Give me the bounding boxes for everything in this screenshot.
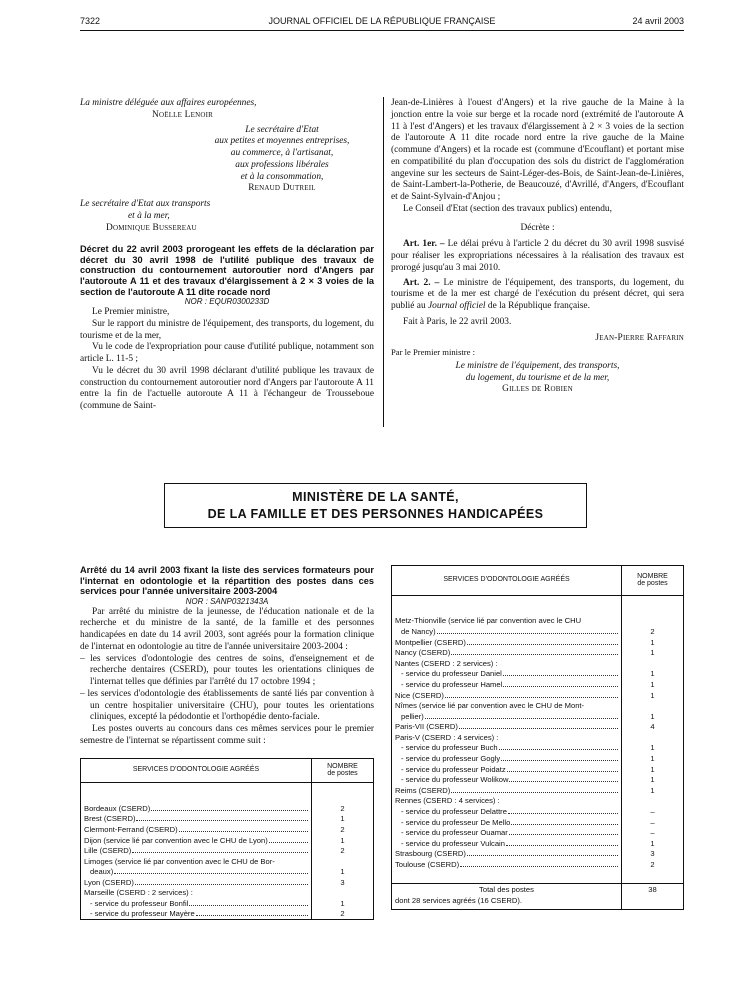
service-name: Nancy (CSERD) bbox=[395, 648, 451, 658]
table-row bbox=[392, 817, 684, 828]
post-count: 1 bbox=[622, 636, 684, 647]
bullet-item: – les services d'odontologie des centres de soins, d'enseignement et de recherche dentaires (CSERD), pour toutes les orientations cliniques de l'internat telles que définies par l'arrêté du 17 octobre 1994 ; bbox=[80, 653, 374, 688]
signature-role: Le ministre de l'équipement, des transports, bbox=[455, 360, 620, 371]
post-count: 1 bbox=[312, 834, 374, 845]
post-count: 1 bbox=[622, 774, 684, 785]
service-label bbox=[395, 765, 618, 774]
column-header-nombre bbox=[312, 758, 374, 782]
table-row bbox=[392, 785, 684, 796]
header-line: de postes bbox=[637, 580, 668, 588]
post-count bbox=[622, 615, 684, 626]
leader-dots bbox=[451, 649, 618, 655]
page-number: 7322 bbox=[80, 16, 101, 26]
bullet-item: – les services d'odontologie des établissements de santé liés par convention à un centre hospitalier universitaire (CHU), pour toutes les orientations cliniques, excepté la pédodontie et l'orthopédie dento-faciale. bbox=[80, 688, 374, 723]
table-row bbox=[81, 803, 374, 814]
leader-dots bbox=[135, 879, 308, 885]
column-header-nombre bbox=[622, 566, 684, 596]
service-name: Limoges (service lié par convention avec le CHU de Bor- bbox=[84, 856, 275, 866]
leader-dots bbox=[151, 805, 308, 811]
service-label bbox=[84, 867, 308, 876]
post-count bbox=[312, 856, 374, 867]
leader-dots bbox=[136, 815, 308, 821]
service-label bbox=[395, 701, 618, 710]
service-name: de Nancy) bbox=[401, 626, 436, 636]
post-count: 2 bbox=[312, 845, 374, 856]
service-name: - service du professeur De Mello bbox=[401, 817, 511, 827]
service-name: Reims (CSERD) bbox=[395, 785, 451, 795]
table-row bbox=[392, 806, 684, 817]
service-label bbox=[395, 680, 618, 689]
par-premier-ministre: Par le Premier ministre : bbox=[391, 347, 476, 358]
table-row bbox=[81, 866, 374, 877]
service-label bbox=[84, 878, 308, 887]
service-label bbox=[395, 627, 618, 636]
leader-dots bbox=[509, 776, 618, 782]
header-line: NOMBRE bbox=[327, 762, 358, 770]
paragraph: Le Conseil d'Etat (section des travaux publics) entendu, bbox=[403, 203, 612, 214]
signature-role: aux petites et moyennes entreprises, bbox=[214, 136, 350, 147]
service-label bbox=[395, 638, 618, 647]
post-count bbox=[622, 732, 684, 743]
service-label bbox=[84, 825, 308, 834]
post-count: – bbox=[622, 817, 684, 828]
column-header-services: SERVICES D'ODONTOLOGIE AGRÉÉS bbox=[392, 566, 622, 596]
table-row bbox=[392, 689, 684, 700]
article-text: Le délai prévu à l'article 2 du décret du 30 avril 1998 susvisé pour réaliser les expropriations nécessaires à la réalisation des travaux est prorogé jusqu'au 3 mai 2010. bbox=[391, 239, 684, 273]
service-label bbox=[395, 722, 618, 731]
service-name: Clermont-Ferrand (CSERD) bbox=[84, 824, 178, 834]
service-label bbox=[395, 648, 618, 657]
service-name: Paris-VII (CSERD) bbox=[395, 722, 458, 732]
table-row bbox=[392, 679, 684, 690]
service-label bbox=[84, 814, 308, 823]
post-count: 1 bbox=[312, 898, 374, 909]
journal-title: JOURNAL OFFICIEL DE LA RÉPUBLIQUE FRANÇAISE bbox=[268, 16, 496, 26]
table-row bbox=[392, 668, 684, 679]
service-label bbox=[395, 691, 618, 700]
paragraph: Le Premier ministre, bbox=[92, 307, 170, 318]
signature-role: et à la mer, bbox=[128, 210, 170, 221]
leader-dots bbox=[425, 713, 618, 719]
service-name: Toulouse (CSERD) bbox=[395, 860, 460, 870]
service-name: - service du professeur Vulcain bbox=[401, 838, 505, 848]
service-name: - service du professeur Delattre bbox=[401, 807, 507, 817]
signature-role: aux professions libérales bbox=[235, 159, 329, 170]
service-name: Paris-V (CSERD : 4 services) : bbox=[395, 732, 499, 742]
table-row bbox=[392, 658, 684, 669]
table-row bbox=[392, 742, 684, 753]
table-row bbox=[81, 898, 374, 909]
leader-dots bbox=[508, 808, 618, 814]
service-label bbox=[395, 818, 618, 827]
service-name: deaux) bbox=[90, 867, 114, 877]
post-count: 1 bbox=[622, 753, 684, 764]
table-row bbox=[81, 856, 374, 867]
arrete-nor: NOR : SANP0321343A bbox=[185, 596, 269, 606]
table-row bbox=[81, 845, 374, 856]
post-count: 1 bbox=[622, 647, 684, 658]
post-count: 4 bbox=[622, 721, 684, 732]
service-label bbox=[395, 839, 618, 848]
article-text: de la République française. bbox=[487, 301, 590, 311]
leader-dots bbox=[451, 787, 618, 793]
service-name: Rennes (CSERD : 4 services) : bbox=[395, 796, 500, 806]
header-rule bbox=[80, 30, 684, 31]
post-count bbox=[622, 795, 684, 806]
table-row bbox=[392, 848, 684, 859]
service-name: - service du professeur Ouamar bbox=[401, 828, 508, 838]
post-count: 1 bbox=[622, 838, 684, 849]
leader-dots bbox=[459, 723, 618, 729]
post-count: – bbox=[622, 827, 684, 838]
table-row bbox=[392, 774, 684, 785]
signature-block bbox=[80, 125, 374, 196]
signature-role: La ministre déléguée aux affaires européennes, bbox=[80, 98, 257, 108]
post-count bbox=[622, 658, 684, 669]
post-count: 1 bbox=[312, 866, 374, 877]
leader-dots bbox=[179, 826, 308, 832]
table-row bbox=[81, 834, 374, 845]
service-name: Strasbourg (CSERD) bbox=[395, 849, 466, 859]
table-row bbox=[81, 887, 374, 898]
service-label bbox=[395, 754, 618, 763]
table-row bbox=[392, 700, 684, 711]
page-header bbox=[80, 16, 684, 30]
post-count bbox=[622, 700, 684, 711]
service-name: - service du professeur Mayère bbox=[90, 909, 195, 919]
service-name: Montpellier (CSERD) bbox=[395, 637, 466, 647]
table-row bbox=[392, 636, 684, 647]
total-note: dont 28 services agréés (16 CSERD). bbox=[392, 894, 622, 909]
service-label bbox=[395, 860, 618, 869]
paragraph: Vu le décret du 30 avril 1998 déclarant d'utilité publique les travaux de construction du contournement autoroutier nord d'Angers par l'autoroute A 11 entre la fin de l'actuelle autoroute A 11 à l'échangeur de Trousseboue (commune de Saint- bbox=[80, 365, 374, 412]
decree-nor: NOR : EQUR0300233D bbox=[184, 297, 270, 307]
decree-title: Décret du 22 avril 2003 prorogeant les effets de la déclaration par décret du 30 avril 1998 de l'utilité publique des travaux de construction du contournement autoroutier nord d'Angers par l'autoroute A 11 et des travaux d'élargissement à 2 × 3 voies de la section de l'autoroute A 11 dite rocade nord bbox=[80, 244, 374, 297]
service-label bbox=[395, 669, 618, 678]
service-label bbox=[84, 836, 308, 845]
table-row bbox=[81, 813, 374, 824]
service-name: Brest (CSERD) bbox=[84, 814, 136, 824]
service-label bbox=[395, 775, 618, 784]
service-name: Nîmes (service lié par convention avec le CHU de Mont- bbox=[395, 701, 585, 711]
service-label bbox=[395, 743, 618, 752]
post-count: 3 bbox=[622, 848, 684, 859]
table-column bbox=[391, 565, 684, 910]
leader-dots bbox=[132, 847, 308, 853]
table-row bbox=[392, 711, 684, 722]
fait-line: Fait à Paris, le 22 avril 2003. bbox=[403, 316, 512, 327]
signature-name: Noëlle Lenoir bbox=[152, 109, 213, 120]
signature-role: Le secrétaire d'Etat aux transports bbox=[80, 199, 211, 209]
table-row bbox=[392, 721, 684, 732]
service-label bbox=[84, 888, 308, 897]
table-row bbox=[81, 877, 374, 888]
column-rule bbox=[383, 97, 384, 427]
service-name: - service du professeur Buch bbox=[401, 743, 498, 753]
leader-dots bbox=[511, 819, 618, 825]
services-table-right bbox=[391, 565, 684, 910]
paragraph: Sur le rapport du ministre de l'équipement, des transports, du logement, du tourisme et de la mer, bbox=[80, 318, 374, 341]
leader-dots bbox=[460, 861, 618, 867]
leader-dots bbox=[114, 868, 308, 874]
post-count: 1 bbox=[312, 813, 374, 824]
column-header-services: SERVICES D'ODONTOLOGIE AGRÉÉS bbox=[81, 758, 312, 782]
post-count: 1 bbox=[622, 764, 684, 775]
article-label: Art. 1er. – bbox=[403, 239, 445, 250]
post-count: 2 bbox=[622, 859, 684, 870]
journal-reference: Journal officiel bbox=[427, 301, 486, 311]
signature-name: Jean-Pierre Raffarin bbox=[595, 332, 684, 343]
article-text: Le ministre de l'équipement, des transports, du logement, du tourisme et de la mer est chargé de l'exécution du présent décret, qui sera publié au bbox=[391, 277, 684, 311]
leader-dots bbox=[506, 840, 618, 846]
service-label bbox=[395, 712, 618, 721]
leader-dots bbox=[507, 766, 618, 772]
post-count bbox=[312, 887, 374, 898]
total-value: 38 bbox=[622, 884, 684, 895]
post-count: 2 bbox=[312, 909, 374, 920]
leader-dots bbox=[196, 910, 308, 916]
signature-role: au commerce, à l'artisanat, bbox=[230, 148, 334, 158]
table-row bbox=[392, 827, 684, 838]
leader-dots bbox=[189, 900, 308, 906]
service-label bbox=[395, 733, 618, 742]
table-row bbox=[81, 909, 374, 920]
leader-dots bbox=[467, 639, 618, 645]
service-label bbox=[84, 857, 308, 866]
service-name: Lille (CSERD) bbox=[84, 846, 132, 856]
ministry-line: MINISTÈRE DE LA SANTÉ, bbox=[292, 490, 459, 504]
decrete-heading: Décrète : bbox=[520, 222, 555, 233]
issue-date: 24 avril 2003 bbox=[632, 16, 684, 26]
table-row bbox=[392, 838, 684, 849]
table-row bbox=[392, 615, 684, 626]
table-row bbox=[392, 795, 684, 806]
service-name: Nice (CSERD) bbox=[395, 690, 444, 700]
service-name: Lyon (CSERD) bbox=[84, 877, 134, 887]
ministry-line: DE LA FAMILLE ET DES PERSONNES HANDICAPÉES bbox=[207, 507, 544, 521]
table-row bbox=[392, 732, 684, 743]
service-name: - service du professeur Daniel bbox=[401, 669, 502, 679]
service-label bbox=[395, 616, 618, 625]
post-count: 2 bbox=[622, 626, 684, 637]
service-name: Marseille (CSERD : 2 services) : bbox=[84, 888, 193, 898]
service-label bbox=[395, 786, 618, 795]
service-name: Nantes (CSERD : 2 services) : bbox=[395, 658, 498, 668]
service-label bbox=[395, 796, 618, 805]
article-1 bbox=[391, 239, 684, 274]
paragraph: Par arrêté du ministre de la jeunesse, de l'éducation nationale et de la recherche et du ministre de la santé, de la famille et des personnes handicapées en date du 14 avril 2003, sont agréés pour la formation clinique de l'internat en odontologie au titre de l'année universitaire 2003-2004 : bbox=[80, 606, 374, 652]
paragraph: Les postes ouverts au concours dans ces mêmes services pour le premier semestre de l'internat se répartissent comme suit : bbox=[80, 724, 374, 746]
leader-dots bbox=[503, 670, 618, 676]
table-row bbox=[392, 859, 684, 870]
service-label bbox=[84, 846, 308, 855]
post-count: 3 bbox=[312, 877, 374, 888]
service-name: - service du professeur Poidatz bbox=[401, 764, 506, 774]
post-count: 1 bbox=[622, 711, 684, 722]
service-name: pellier) bbox=[401, 711, 424, 721]
table-row bbox=[392, 647, 684, 658]
right-column bbox=[391, 98, 684, 396]
paragraph: Jean-de-Linières à l'ouest d'Angers) et la rive gauche de la Maine à la jonction entre la voie sur berge et la rocade nord (extrémité de l'autoroute A 11 à l'est d'Angers) et les travaux d'élargissement à 2 × 3 voies de la section de l'autoroute A 11 dite rocade nord entre la rive gauche de la Maine (commune d'Angers) et la rocade est (commune d'Ecouflant) et portant mise en compatibilité du plan d'occupation des sols du district de l'agglomération angevine sur les secteurs de Saint-Léger-des-Bois, de Saint-Jean-de-Linières, de Saint-Lambert-la-Potherie, de Beaucouzé, d'Avrillé, d'Angers, d'Ecouflant et de Saint-Sylvain-d'Anjou ; bbox=[391, 98, 684, 202]
leader-dots bbox=[445, 692, 618, 698]
service-label bbox=[395, 659, 618, 668]
service-label bbox=[84, 899, 308, 908]
leader-dots bbox=[509, 829, 618, 835]
arrete-title: Arrêté du 14 avril 2003 fixant la liste des services formateurs pour l'internat en odontologie et la répartition des postes dans ces services pour l'année universitaire 2003-2004 bbox=[80, 565, 374, 597]
services-table-left bbox=[80, 758, 374, 920]
service-label bbox=[395, 828, 618, 837]
service-name: - service du professeur Bonfil bbox=[90, 899, 189, 909]
signature-name: Renaud Dutreil bbox=[248, 183, 316, 194]
service-name: Bordeaux (CSERD) bbox=[84, 803, 151, 813]
post-count: 1 bbox=[622, 689, 684, 700]
leader-dots bbox=[269, 837, 308, 843]
service-label bbox=[84, 909, 308, 918]
post-count: 2 bbox=[312, 824, 374, 835]
post-count: – bbox=[622, 806, 684, 817]
leader-dots bbox=[503, 681, 618, 687]
paragraph: Vu le code de l'expropriation pour cause d'utilité publique, notamment son article L. 11-5 ; bbox=[80, 342, 374, 365]
service-label bbox=[395, 849, 618, 858]
post-count: 1 bbox=[622, 679, 684, 690]
post-count: 1 bbox=[622, 742, 684, 753]
table-row bbox=[392, 753, 684, 764]
post-count: 2 bbox=[312, 803, 374, 814]
service-name: - service du professeur Hamel bbox=[401, 679, 503, 689]
table-row bbox=[81, 824, 374, 835]
leader-dots bbox=[499, 744, 618, 750]
signature-block bbox=[391, 361, 684, 396]
leader-dots bbox=[467, 850, 618, 856]
service-name: Metz-Thionville (service lié par convention avec le CHU bbox=[395, 616, 582, 626]
service-name: - service du professeur Gogly bbox=[401, 754, 501, 764]
arrete-column bbox=[80, 565, 374, 920]
ministry-heading-box bbox=[164, 483, 587, 528]
signature-role: du logement, du tourisme et de la mer, bbox=[465, 372, 610, 383]
article-label: Art. 2. – bbox=[403, 277, 440, 288]
service-name: Dijon (service lié par convention avec le CHU de Lyon) bbox=[84, 835, 268, 845]
article-2 bbox=[391, 278, 684, 313]
header-line: NOMBRE bbox=[637, 572, 668, 580]
signature-name: Dominique Bussereau bbox=[106, 222, 197, 233]
signature-role: et à la consommation, bbox=[240, 171, 324, 182]
signature-role: Le secrétaire d'Etat bbox=[245, 124, 319, 135]
service-name: - service du professeur Wolikow bbox=[401, 775, 509, 785]
service-label bbox=[395, 807, 618, 816]
header-line: de postes bbox=[327, 770, 358, 778]
post-count: 1 bbox=[622, 668, 684, 679]
leader-dots bbox=[501, 755, 618, 761]
post-count: 1 bbox=[622, 785, 684, 796]
service-label bbox=[84, 804, 308, 813]
left-column bbox=[80, 98, 374, 413]
table-row bbox=[392, 764, 684, 775]
total-label: Total des postes bbox=[392, 884, 622, 895]
table-row bbox=[392, 626, 684, 637]
signature-name: Gilles de Robien bbox=[502, 384, 573, 395]
leader-dots bbox=[437, 628, 618, 634]
